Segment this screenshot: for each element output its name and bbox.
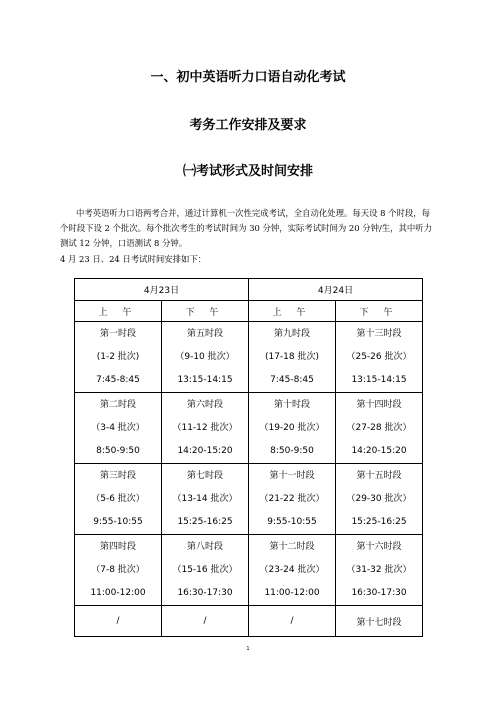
date-header-row — [75, 279, 423, 301]
slot-time: 13:15-14:15 — [351, 374, 407, 385]
slot-batch: （15-16 批次） — [172, 564, 238, 575]
halfday-header: 上 午 — [249, 301, 336, 322]
empty-cell: / — [75, 606, 162, 637]
slot-batch: (17-18 批次) — [264, 351, 320, 362]
slot-cell — [75, 535, 162, 606]
slot-name: 第十三时段 — [356, 328, 402, 339]
empty-cell: / — [249, 606, 336, 637]
slot-batch: （5-6 批次） — [91, 493, 145, 504]
empty-cell: / — [162, 606, 249, 637]
page-number: 1 — [246, 646, 250, 652]
slot-cell — [162, 322, 249, 393]
slot-batch: （23-24 批次） — [259, 564, 325, 575]
halfday-header-row — [75, 301, 423, 322]
table-row — [75, 322, 423, 393]
slot-cell — [249, 464, 336, 535]
slot-cell — [75, 464, 162, 535]
slot-batch: （21-22 批次） — [259, 493, 325, 504]
slot-time: 8:50-9:50 — [270, 445, 314, 456]
slot-time: 8:50-9:50 — [96, 445, 140, 456]
slot-name: 第九时段 — [273, 328, 310, 339]
schedule-table — [74, 278, 423, 637]
slot-name: 第三时段 — [99, 470, 136, 481]
slot-batch: （25-26 批次） — [346, 351, 412, 362]
slot-time: 9:55-10:55 — [267, 516, 317, 527]
slot-name: 第十五时段 — [356, 470, 402, 481]
slot-time: 14:20-15:20 — [177, 445, 233, 456]
slot-time: 15:25-16:25 — [177, 516, 233, 527]
section-heading: ㈠考试形式及时间安排 — [182, 164, 313, 179]
slot-name: 第二时段 — [99, 399, 136, 410]
slot-name: 第四时段 — [99, 541, 136, 552]
slot-batch: （7-8 批次） — [91, 564, 145, 575]
slot-batch: （31-32 批次） — [346, 564, 412, 575]
slot-cell — [162, 535, 249, 606]
slot-batch: （19-20 批次） — [259, 422, 325, 433]
slot-time: 7:45-8:45 — [96, 374, 140, 385]
slot-name: 第十一时段 — [269, 470, 315, 481]
halfday-header: 下 午 — [162, 301, 249, 322]
slot-cell — [249, 322, 336, 393]
slot-name: 第五时段 — [186, 328, 223, 339]
slot-time: 9:55-10:55 — [93, 516, 143, 527]
document-title: 一、初中英语听力口语自动化考试 — [150, 70, 346, 85]
slot-cell — [336, 322, 423, 393]
slot-time: 16:30-17:30 — [351, 587, 407, 598]
slot-name: 第一时段 — [99, 328, 136, 339]
slot-cell — [75, 393, 162, 464]
slot-batch: （9-10 批次） — [175, 351, 235, 362]
slot-batch: （11-12 批次） — [172, 422, 238, 433]
slot-batch: （3-4 批次） — [91, 422, 145, 433]
slot-name: 第八时段 — [186, 541, 223, 552]
slot-time: 11:00-12:00 — [90, 587, 146, 598]
slot-cell — [336, 464, 423, 535]
date-header-day2: 4月24日 — [249, 279, 423, 301]
slot-name: 第七时段 — [186, 470, 223, 481]
slot-batch: （13-14 批次） — [172, 493, 238, 504]
slot-cell — [249, 393, 336, 464]
slot-name: 第十二时段 — [269, 541, 315, 552]
table-row — [75, 393, 423, 464]
slot-name: 第十四时段 — [356, 399, 402, 410]
table-row — [75, 464, 423, 535]
slot-cell — [162, 393, 249, 464]
slot-cell — [75, 322, 162, 393]
slot-time: 14:20-15:20 — [351, 445, 407, 456]
slot-batch: （27-28 批次） — [346, 422, 412, 433]
slot-cell — [336, 535, 423, 606]
slot-name: 第十时段 — [273, 399, 310, 410]
slot-name: 第十七时段 — [336, 606, 423, 637]
body-text — [60, 206, 436, 267]
schedule-note: 4 月 23 日、24 日考试时间安排如下： — [60, 254, 207, 264]
slot-time: 15:25-16:25 — [351, 516, 407, 527]
date-header-day1: 4月23日 — [75, 279, 249, 301]
slot-cell — [249, 535, 336, 606]
slot-time: 16:30-17:30 — [177, 587, 233, 598]
slot-batch: （29-30 批次） — [346, 493, 412, 504]
slot-name: 第六时段 — [186, 399, 223, 410]
table-row — [75, 535, 423, 606]
slot-time: 13:15-14:15 — [177, 374, 233, 385]
slot-name: 第十六时段 — [356, 541, 402, 552]
intro-paragraph: 中考英语听力口语两考合并，通过计算机一次性完成考试，全自动化处理。每天设 8 个时段，每个时段下设 2 个批次。每个批次考生的考试时间为 30 分钟，实际考试时间为 20 分钟/生，其中听力测试 12 分钟，口语测试 8 分钟。 — [60, 208, 433, 248]
slot-cell — [162, 464, 249, 535]
slot-time: 7:45-8:45 — [270, 374, 314, 385]
document-subtitle: 考务工作安排及要求 — [189, 118, 307, 133]
slot-cell — [336, 393, 423, 464]
halfday-header: 上 午 — [75, 301, 162, 322]
slot-batch: (1-2 批次) — [96, 351, 140, 362]
slot-time: 11:00-12:00 — [264, 587, 320, 598]
table-row — [75, 606, 423, 637]
halfday-header: 下 午 — [336, 301, 423, 322]
